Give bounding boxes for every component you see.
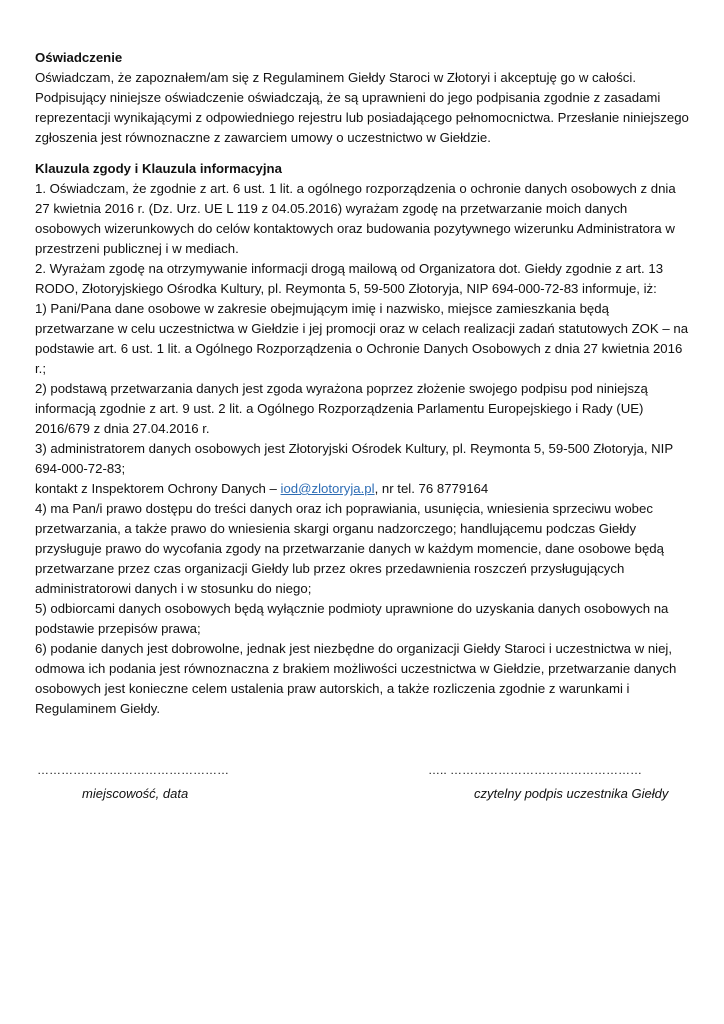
clause-item-3: 3) administratorem danych osobowych jest Złotoryjski Ośrodek Kultury, pl. Reymonta 5, 59-500 Złotoryja, NIP 694-000-72-83; — [35, 441, 673, 476]
signature-label: czytelny podpis uczestnika Giełdy — [474, 786, 669, 801]
declaration-paragraph: Oświadczam, że zapoznałem/am się z Regulaminem Giełdy Staroci w Złotoryi i akceptuję go w całości. Podpisujący niniejsze oświadczenie oświadczają, że są uprawnieni do jego podpisania zgodnie z zasadami reprezentacji wynikającymi z odpowiedniego rejestru lub posiadającego pełnomocnictwa. Przesłanie niniejszego zgłoszenia jest równoznaczne z zawarciem umowy o uczestnictwo w Giełdzie. — [35, 70, 689, 145]
signature-line: ….. ………………………………………… — [428, 763, 643, 777]
contact-phone: , nr tel. 76 8779164 — [374, 481, 489, 496]
clause-item-1: 1) Pani/Pana dane osobowe w zakresie obejmującym imię i nazwisko, miejsce zamieszkania będą przetwarzane w celu uczestnictwa w Giełdzie i jej promocji oraz w celach realizacji zadań statutowych ZOK – na podstawie art. 6 ust. 1 lit. a Ogólnego Rozporządzenia o Ochronie Danych Osobowych z dnia 27 kwietnia 2016 r.; — [35, 301, 689, 376]
iod-email-link[interactable]: iod@zlotoryja.pl — [280, 481, 375, 496]
clause-point-2: 2. Wyrażam zgodę na otrzymywanie informacji drogą mailową od Organizatora dot. Giełdy zgodnie z art. 13 RODO, Złotoryjskiego Ośrodka Kultury, pl. Reymonta 5, 59-500 Złotoryja, NIP 694-000-72-83 informuje, iż: — [35, 261, 664, 296]
clause-title: Klauzula zgody i Klauzula informacyjna — [35, 161, 282, 176]
document-body — [35, 48, 691, 719]
section-gap — [35, 148, 691, 159]
contact-prefix: kontakt z Inspektorem Ochrony Danych – — [35, 481, 281, 496]
clause-item-2: 2) podstawą przetwarzania danych jest zgoda wyrażona poprzez złożenie swojego podpisu pod niniejszą informacją zgodnie z art. 9 ust. 2 lit. a Ogólnego Rozporządzenia Parlamentu Europejskiego i Rady (UE) 2016/679 z dnia 27.04.2016 r. — [35, 381, 648, 436]
contact-line — [35, 479, 691, 499]
place-date-line: ………………………………………… — [37, 763, 229, 777]
declaration-title: Oświadczenie — [35, 50, 123, 65]
clause-item-4: 4) ma Pan/i prawo dostępu do treści danych oraz ich poprawiania, usunięcia, wniesienia sprzeciwu wobec przetwarzania, a także prawo do wniesienia skargi organu nadzorczego; handlującemu podczas Giełdy przysługuje prawo do wycofania zgody na przetwarzanie danych w każdym momencie, dane osobowe będą przetwarzane przez czas organizacji Giełdy lub przez okres przedawnienia roszczeń przysługujących administratorowi danych i w stosunku do niego; — [35, 501, 664, 596]
clause-point-1: 1. Oświadczam, że zgodnie z art. 6 ust. 1 lit. a ogólnego rozporządzenia o ochronie danych osobowych z dnia 27 kwietnia 2016 r. (Dz. Urz. UE L 119 z 04.05.2016) wyrażam zgodę na przetwarzanie moich danych osobowych wizerunkowych do celów kontaktowych oraz budowania pozytywnego wizerunku Administratora w przestrzeni publicznej i w mediach. — [35, 181, 676, 256]
clause-item-5: 5) odbiorcami danych osobowych będą wyłącznie podmioty uprawnione do uzyskania danych osobowych na podstawie przepisów prawa; — [35, 601, 669, 636]
place-date-label: miejscowość, data — [82, 786, 189, 801]
clause-item-6: 6) podanie danych jest dobrowolne, jednak jest niezbędne do organizacji Giełdy Staroci i uczestnictwa w niej, odmowa ich podania jest równoznaczna z brakiem możliwości uczestnictwa w Giełdzie, przetwarzanie danych osobowych jest konieczne celem ustalenia praw autorskich, a także rozliczenia zgodnie z warunkami i Regulaminem Giełdy. — [35, 641, 677, 716]
